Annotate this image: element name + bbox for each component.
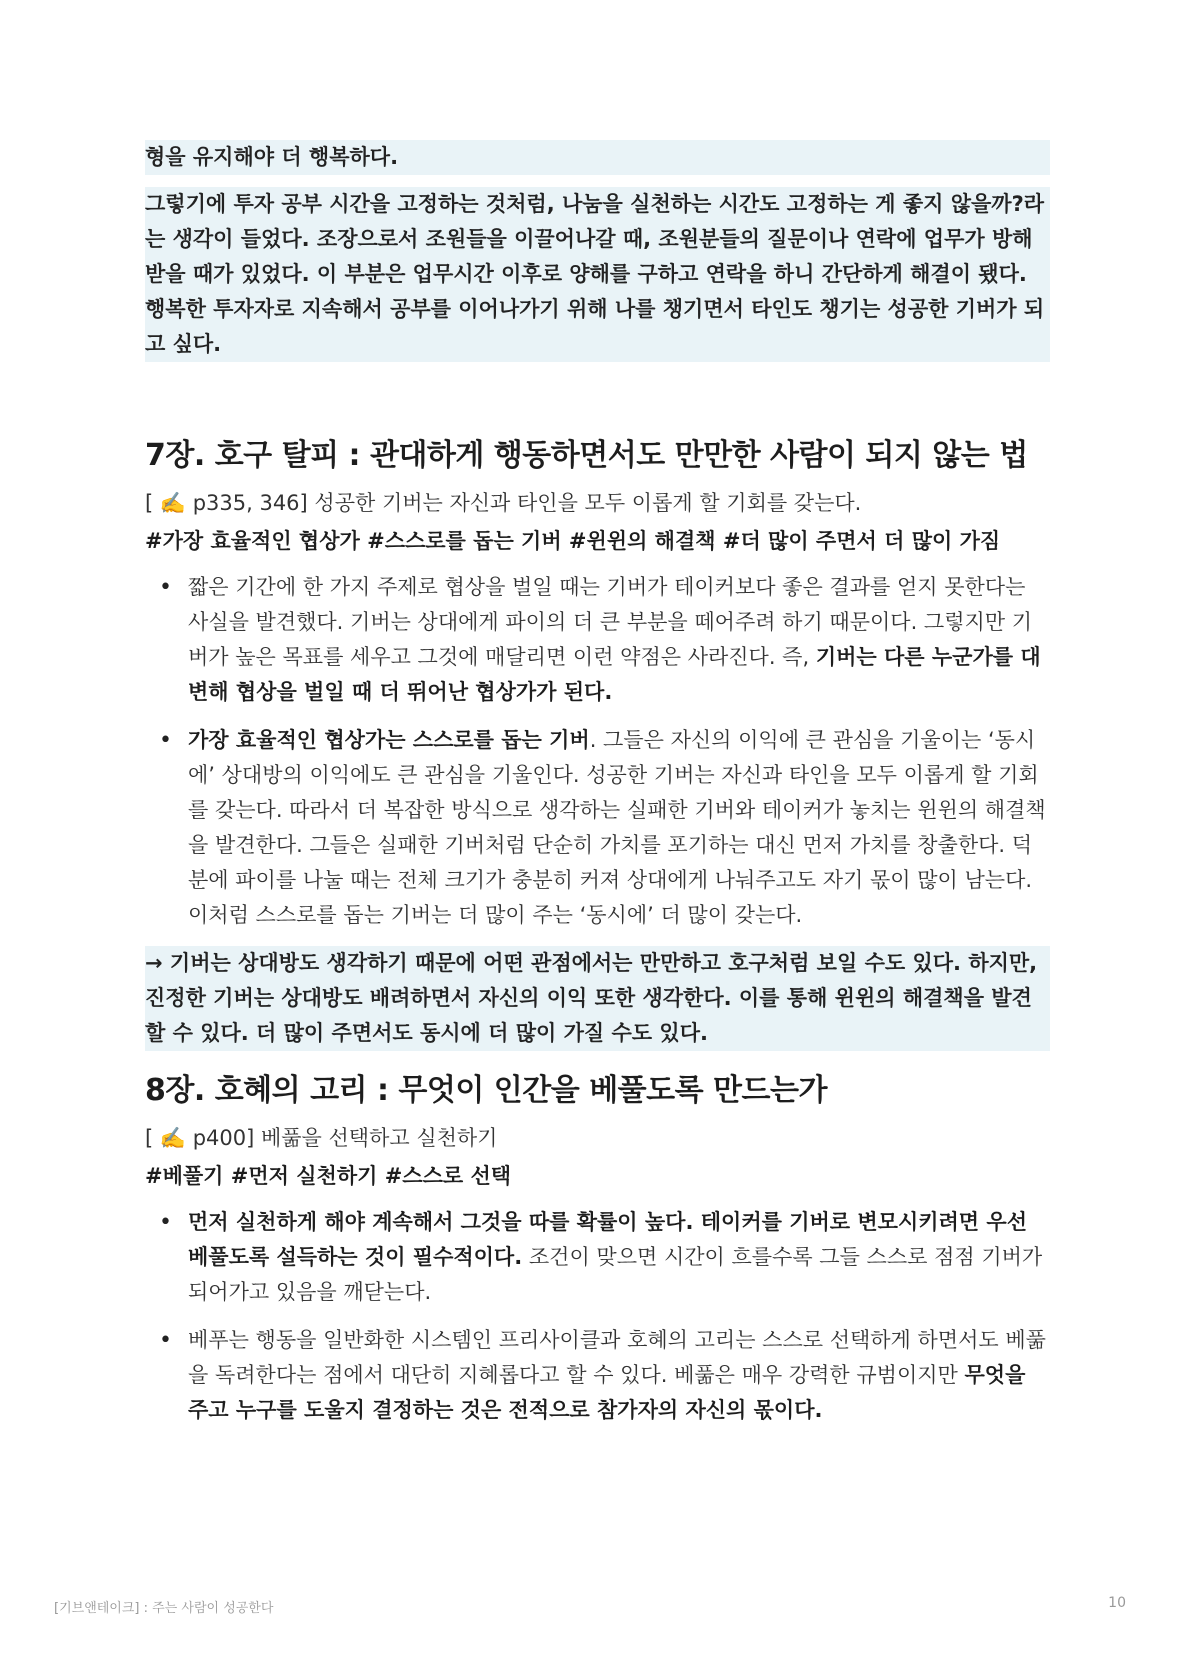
footer-document-title: [기브앤테이크] : 주는 사람이 성공한다: [54, 1601, 274, 1616]
highlight-chapter-7-reflection: → 기버는 상대방도 생각하기 때문에 어떤 관점에서는 만만하고 호구처럼 보일 수도 있다. 하지만, 진정한 기버는 상대방도 배려하면서 자신의 이익 또한 생각한다. 이를 통해 윈윈의 해결책을 발견할 수 있다. 더 많이 주면서도 동시에 더 많이 가질 수도 있다.: [145, 946, 1050, 1051]
highlight-reflection-paragraph: 그렇기에 투자 공부 시간을 고정하는 것처럼, 나눔을 실천하는 시간도 고정하는 게 좋지 않을까?라는 생각이 들었다. 조장으로서 조원들을 이끌어나갈 때, 조원분들의 질문이나 연락에 업무가 방해 받을 때가 있었다. 이 부분은 업무시간 이후로 양해를 구하고 연락을 하니 간단하게 해결이 됐다. 행복한 투자자로 지속해서 공부를 이어나가기 위해 나를 챙기면서 타인도 챙기는 성공한 기버가 되고 싶다.: [145, 187, 1050, 362]
chapter-7-tags: #가장 효율적인 협상가 #스스로를 돕는 기버 #윈윈의 해결책 #더 많이 주면서 더 많이 가짐: [145, 529, 1001, 553]
chapter-8-bullets: [145, 1205, 1050, 1428]
chapter-7-reference: [ ✍️ p335, 346] 성공한 기버는 자신과 타인을 모두 이롭게 할 기회를 갖는다.: [145, 491, 862, 515]
chapter-8-reference: [ ✍️ p400] 베풂을 선택하고 실천하기: [145, 1126, 498, 1150]
chapter-8-tags: #베풀기 #먼저 실천하기 #스스로 선택: [145, 1164, 512, 1188]
chapter-7-title: 7장. 호구 탈피 : 관대하게 행동하면서도 만만한 사람이 되지 않는 법: [145, 438, 1028, 473]
list-item: • 가장 효율적인 협상가는 스스로를 돕는 기버. 그들은 자신의 이익에 큰 관심을 기울이는 ‘동시에’ 상대방의 이익에도 큰 관심을 기울인다. 성공한 기버는 자신과 타인을 모두 이롭게 할 기회를 갖는다. 따라서 더 복잡한 방식으로 생각하는 실패한 기버와 테이커가 놓치는 윈윈의 해결책을 발견한다. 그들은 실패한 기버처럼 단순히 가치를 포기하는 대신 먼저 가치를 창출한다. 덕분에 파이를 나눌 때는 전체 크기가 충분히 커져 상대에게 나눠주고도 자기 몫이 많이 남는다. 이처럼 스스로를 돕는 기버는 더 많이 주는 ‘동시에’ 더 많이 갖는다.: [145, 723, 1050, 933]
list-item: • 베푸는 행동을 일반화한 시스템인 프리사이클과 호혜의 고리는 스스로 선택하게 하면서도 베풂을 독려한다는 점에서 대단히 지혜롭다고 할 수 있다. 베풂은 매우 강력한 규범이지만 무엇을 주고 누구를 도울지 결정하는 것은 전적으로 참가자의 자신의 몫이다.: [145, 1323, 1050, 1428]
highlight-intro-line: 형을 유지해야 더 행복하다.: [145, 140, 1050, 175]
page-content: [145, 140, 1050, 1428]
chapter-8-title: 8장. 호혜의 고리 : 무엇이 인간을 베풀도록 만드는가: [145, 1073, 827, 1108]
chapter-7-bullets: [145, 570, 1050, 933]
footer-page-number: 10: [1108, 1595, 1126, 1611]
list-item: • 먼저 실천하게 해야 계속해서 그것을 따를 확률이 높다. 테이커를 기버로 변모시키려면 우선 베풀도록 설득하는 것이 필수적이다. 조건이 맞으면 시간이 흐를수록 그들 스스로 점점 기버가 되어가고 있음을 깨닫는다.: [145, 1205, 1050, 1310]
list-item: • 짧은 기간에 한 가지 주제로 협상을 벌일 때는 기버가 테이커보다 좋은 결과를 얻지 못한다는 사실을 발견했다. 기버는 상대에게 파이의 더 큰 부분을 떼어주려 하기 때문이다. 그렇지만 기버가 높은 목표를 세우고 그것에 매달리면 이런 약점은 사라진다. 즉, 기버는 다른 누군가를 대변해 협상을 벌일 때 더 뛰어난 협상가가 된다.: [145, 570, 1050, 710]
